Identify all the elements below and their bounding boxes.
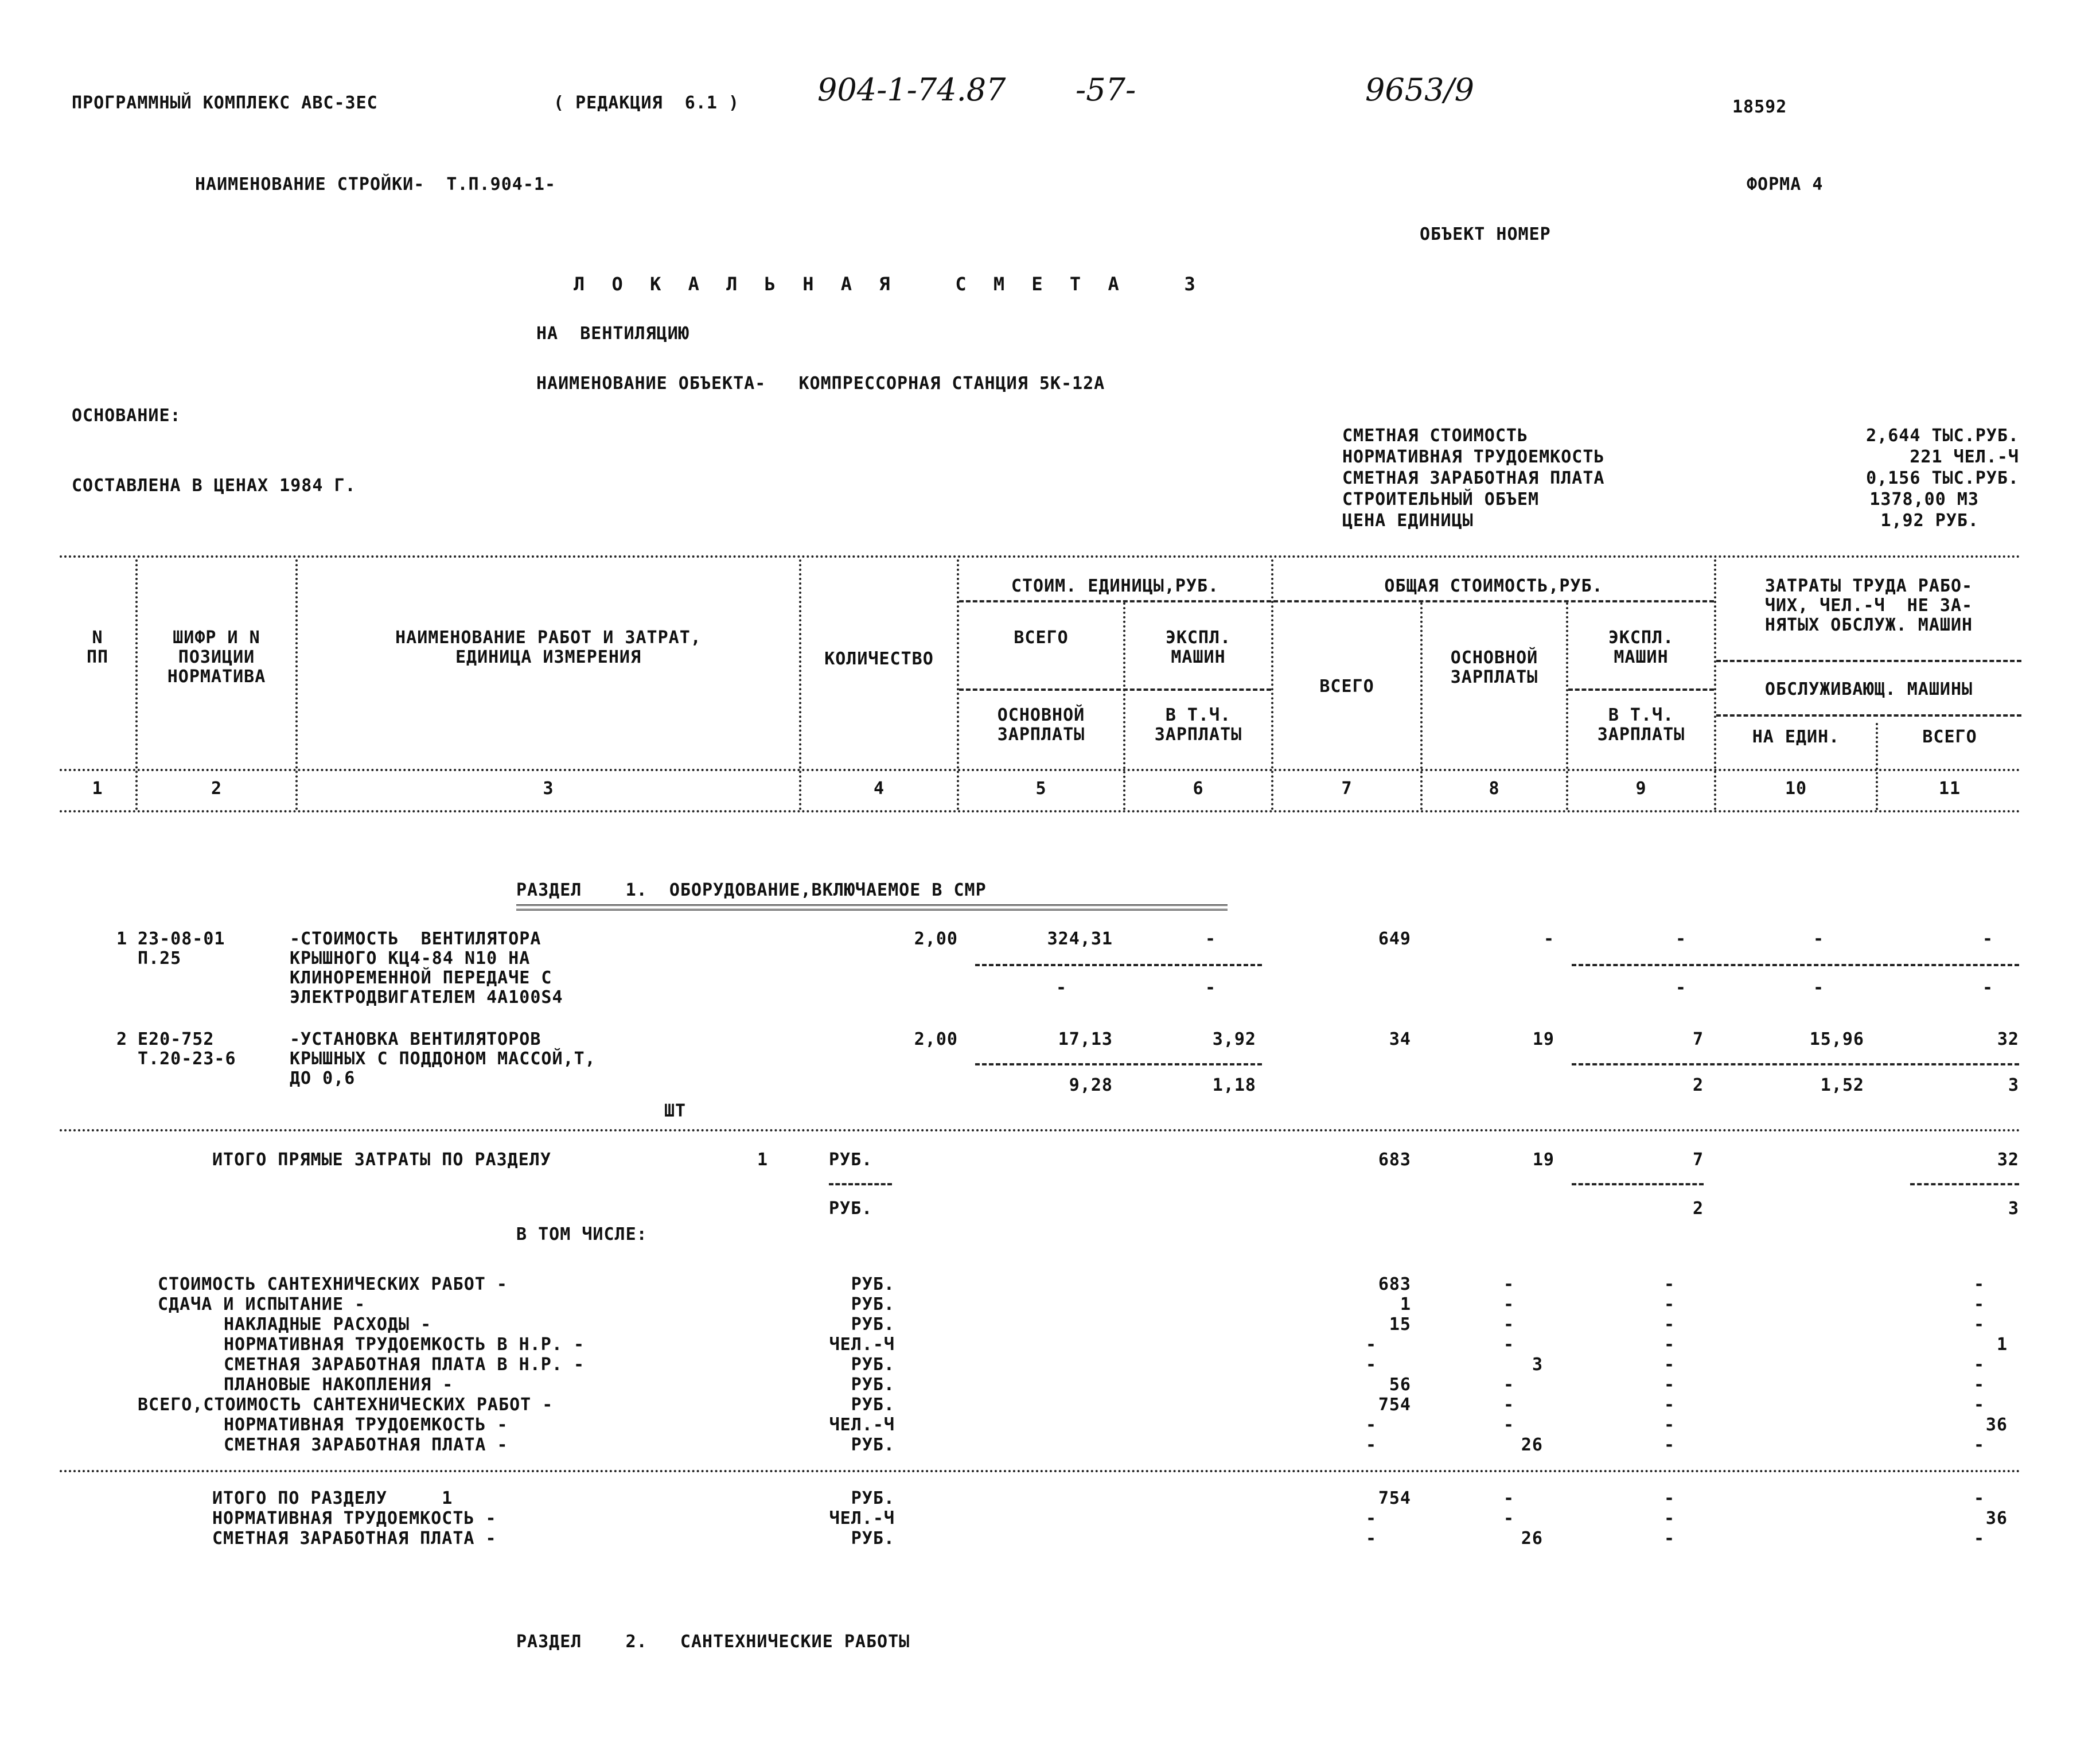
row-number: 1	[116, 929, 127, 949]
breakdown-machines: -	[1663, 1314, 1675, 1335]
row-unit-machine-wage: -	[1205, 978, 1216, 998]
section-total-machines: -	[1663, 1488, 1675, 1508]
direct-costs-machine-wage: 2	[1692, 1199, 1704, 1219]
breakdown-wage: -	[1503, 1314, 1514, 1335]
summary-label: СМЕТНАЯ СТОИМОСТЬ	[1342, 426, 1529, 446]
breakdown-machines: -	[1663, 1375, 1675, 1395]
row-labor-unit-machines: -	[1813, 978, 1824, 998]
col-number: 6	[1193, 779, 1204, 799]
col-header-quantity: КОЛИЧЕСТВО	[824, 649, 934, 669]
section-total-label: СМЕТНАЯ ЗАРАБОТНАЯ ПЛАТА -	[212, 1528, 497, 1549]
col-header-11: ВСЕГО	[1922, 727, 1977, 747]
row-total-machine-wage: -	[1675, 978, 1686, 998]
header-subrule	[1273, 600, 1714, 602]
row-unit-total: 17,13	[1058, 1029, 1113, 1049]
header-subrule	[1716, 714, 2021, 717]
breakdown-machines: -	[1663, 1415, 1675, 1435]
breakdown-unit: РУБ.	[851, 1355, 895, 1375]
row-unit-wage: -	[1055, 978, 1067, 998]
row-subrule	[1572, 964, 2019, 966]
program-name: ПРОГРАММНЫЙ КОМПЛЕКС АВС-3ЕС	[72, 93, 378, 113]
document-title: Л О К А Л Ь Н А Я С М Е Т А 3	[574, 273, 1203, 295]
row-total-machines: 7	[1692, 1029, 1704, 1049]
section-rule	[60, 1129, 2021, 1131]
section-total-unit: РУБ.	[851, 1528, 895, 1549]
edition: ( РЕДАКЦИЯ 6.1 )	[554, 93, 740, 113]
row-unit-machines: 3,92	[1212, 1029, 1256, 1049]
breakdown-unit: РУБ.	[851, 1314, 895, 1335]
form-label: ФОРМА 4	[1747, 174, 1824, 195]
col-header-name: НАИМЕНОВАНИЕ РАБОТ И ЗАТРАТ, ЕДИНИЦА ИЗМЕРЕНИЯ	[395, 628, 702, 667]
including-label: В ТОМ ЧИСЛЕ:	[516, 1224, 648, 1244]
section-total-value: -	[1365, 1508, 1377, 1528]
handwritten-number: 9653/9	[1365, 72, 1474, 108]
breakdown-machines: -	[1663, 1355, 1675, 1375]
breakdown-label: СТОИМОСТЬ САНТЕХНИЧЕСКИХ РАБОТ -	[158, 1274, 508, 1294]
row-labor-total-machines: -	[1982, 978, 1993, 998]
col-number: 10	[1785, 779, 1807, 799]
row-subrule	[975, 1063, 1262, 1065]
row-labor-total-machines: 3	[2008, 1075, 2019, 1095]
row-total-wage: -	[1543, 929, 1554, 949]
breakdown-machines: -	[1663, 1294, 1675, 1314]
breakdown-label: ВСЕГО,СТОИМОСТЬ САНТЕХНИЧЕСКИХ РАБОТ -	[138, 1395, 554, 1415]
numbers-bottom-rule	[60, 810, 2021, 812]
col-number: 1	[92, 779, 103, 799]
row-unit-wage: 9,28	[1069, 1075, 1113, 1095]
breakdown-label: СДАЧА И ИСПЫТАНИЕ -	[158, 1294, 366, 1314]
direct-costs-section-num: 1	[757, 1150, 769, 1170]
breakdown-total: -	[1365, 1355, 1377, 1375]
col-number: 4	[873, 779, 885, 799]
direct-costs-labor: 32	[1997, 1150, 2019, 1170]
row-code: 23-08-01 П.25	[138, 929, 225, 968]
breakdown-unit: ЧЕЛ.-Ч	[829, 1335, 895, 1355]
row-labor-unit-machines: 1,52	[1820, 1075, 1864, 1095]
breakdown-total: -	[1365, 1335, 1377, 1355]
prices-basis: СОСТАВЛЕНА В ЦЕНАХ 1984 Г.	[72, 476, 356, 496]
table-top-rule	[60, 555, 2021, 558]
section-total-label: ИТОГО ПО РАЗДЕЛУ 1	[212, 1488, 453, 1508]
summary-value: 2,644 ТЫС.РУБ.	[1866, 426, 2019, 446]
construction-label: НАИМЕНОВАНИЕ СТРОЙКИ- Т.П.904-1-	[195, 174, 556, 195]
breakdown-labor: 36	[1985, 1415, 2008, 1435]
summary-label: СТРОИТЕЛЬНЫЙ ОБЪЕМ	[1342, 489, 1540, 509]
breakdown-unit: РУБ.	[851, 1395, 895, 1415]
breakdown-machines: -	[1663, 1395, 1675, 1415]
breakdown-wage: -	[1503, 1294, 1514, 1314]
breakdown-label: НАКЛАДНЫЕ РАСХОДЫ -	[224, 1314, 432, 1335]
breakdown-total: 754	[1378, 1395, 1411, 1415]
col-header-9b: В Т.Ч. ЗАРПЛАТЫ	[1597, 705, 1685, 745]
header-subrule	[1716, 660, 2021, 662]
section-total-machines: -	[1663, 1528, 1675, 1549]
row-name: -УСТАНОВКА ВЕНТИЛЯТОРОВ КРЫШНЫХ С ПОДДОНОМ МАССОЙ,Т, ДО 0,6	[290, 1029, 596, 1088]
document-subtitle: НА ВЕНТИЛЯЦИЮ	[536, 324, 689, 344]
col-header-code: ШИФР И N ПОЗИЦИИ НОРМАТИВА	[167, 628, 266, 687]
breakdown-label: СМЕТНАЯ ЗАРАБОТНАЯ ПЛАТА -	[224, 1435, 508, 1455]
handwritten-code: 904-1-74.87	[817, 72, 1006, 108]
row-quantity: 2,00	[914, 929, 958, 949]
direct-costs-total: 683	[1378, 1150, 1411, 1170]
row-unit-machine-wage: 1,18	[1212, 1075, 1256, 1095]
col-divider	[799, 559, 801, 810]
row-unit-machines: -	[1205, 929, 1216, 949]
breakdown-machines: -	[1663, 1435, 1675, 1455]
breakdown-unit: ЧЕЛ.-Ч	[829, 1415, 895, 1435]
breakdown-total: 1	[1400, 1294, 1411, 1314]
breakdown-labor: -	[1973, 1294, 1985, 1314]
section-2-title: РАЗДЕЛ 2. САНТЕХНИЧЕСКИЕ РАБОТЫ	[516, 1632, 910, 1652]
col-number: 2	[211, 779, 223, 799]
summary-label: СМЕТНАЯ ЗАРАБОТНАЯ ПЛАТА	[1342, 468, 1605, 488]
row-subrule	[1572, 1063, 2019, 1065]
breakdown-wage: -	[1503, 1274, 1514, 1294]
breakdown-unit: РУБ.	[851, 1274, 895, 1294]
breakdown-wage: -	[1503, 1335, 1514, 1355]
breakdown-label: ПЛАНОВЫЕ НАКОПЛЕНИЯ -	[224, 1375, 454, 1395]
row-total: 649	[1378, 929, 1411, 949]
breakdown-wage: -	[1503, 1395, 1514, 1415]
basis-label: ОСНОВАНИЕ:	[72, 406, 181, 426]
breakdown-labor: -	[1973, 1375, 1985, 1395]
direct-costs-unit-2: РУБ.	[829, 1199, 873, 1219]
breakdown-labor: -	[1973, 1355, 1985, 1375]
breakdown-label: СМЕТНАЯ ЗАРАБОТНАЯ ПЛАТА В Н.Р. -	[224, 1355, 585, 1375]
summary-value: 1,92 РУБ.	[1880, 511, 1979, 531]
section-1-underline	[516, 904, 1228, 911]
breakdown-unit: РУБ.	[851, 1375, 895, 1395]
col-number: 3	[543, 779, 554, 799]
breakdown-machines: -	[1663, 1335, 1675, 1355]
row-unit: ШТ	[664, 1101, 687, 1121]
breakdown-total: -	[1365, 1435, 1377, 1455]
section-total-wage: 26	[1521, 1528, 1543, 1549]
section-total-machines: -	[1663, 1508, 1675, 1528]
section-total-value: -	[1365, 1528, 1377, 1549]
breakdown-label: НОРМАТИВНАЯ ТРУДОЕМКОСТЬ В Н.Р. -	[224, 1335, 585, 1355]
direct-costs-machines: 7	[1692, 1150, 1704, 1170]
breakdown-total: -	[1365, 1415, 1377, 1435]
breakdown-wage: 26	[1521, 1435, 1543, 1455]
col-header-total-cost: ОБЩАЯ СТОИМОСТЬ,РУБ.	[1384, 576, 1603, 596]
col-number: 8	[1489, 779, 1500, 799]
row-labor-unit: -	[1813, 929, 1824, 949]
row-total: 34	[1389, 1029, 1411, 1049]
row-number: 2	[116, 1029, 127, 1049]
breakdown-labor: -	[1973, 1314, 1985, 1335]
section-total-unit: РУБ.	[851, 1488, 895, 1508]
header-bottom-rule	[60, 769, 2021, 771]
direct-costs-subrule	[829, 1183, 892, 1185]
breakdown-unit: РУБ.	[851, 1294, 895, 1314]
section-total-label: НОРМАТИВНАЯ ТРУДОЕМКОСТЬ -	[212, 1508, 497, 1528]
col-header-6b: В Т.Ч. ЗАРПЛАТЫ	[1154, 705, 1242, 745]
summary-value: 1378,00 М3	[1869, 489, 1979, 509]
doc-number: 18592	[1732, 97, 1787, 117]
direct-costs-subrule	[1910, 1183, 2019, 1185]
col-header-6a: ЭКСПЛ. МАШИН	[1165, 628, 1232, 667]
col-header-labor: ЗАТРАТЫ ТРУДА РАБО- ЧИХ, ЧЕЛ.-Ч НЕ ЗА- НЯТЫХ ОБСЛУЖ. МАШИН	[1764, 576, 1973, 635]
breakdown-unit: РУБ.	[851, 1435, 895, 1455]
col-header-5a: ВСЕГО	[1014, 628, 1069, 648]
row-unit-total: 324,31	[1047, 929, 1113, 949]
section-totals-rule	[60, 1470, 2021, 1472]
section-total-wage: -	[1503, 1508, 1514, 1528]
breakdown-labor: -	[1973, 1395, 1985, 1415]
section-total-labor: -	[1973, 1528, 1985, 1549]
header-subrule	[959, 600, 1271, 602]
section-total-value: 754	[1378, 1488, 1411, 1508]
row-labor-total: -	[1982, 929, 1993, 949]
col-number: 5	[1035, 779, 1047, 799]
header-subrule	[959, 689, 1271, 691]
breakdown-label: НОРМАТИВНАЯ ТРУДОЕМКОСТЬ -	[224, 1415, 508, 1435]
direct-costs-subrule	[1572, 1183, 1704, 1185]
breakdown-labor: -	[1973, 1274, 1985, 1294]
col-header-9a: ЭКСПЛ. МАШИН	[1608, 628, 1674, 667]
section-total-labor: 36	[1985, 1508, 2008, 1528]
col-header-labor-machines: ОБСЛУЖИВАЮЩ. МАШИНЫ	[1764, 679, 1973, 699]
col-number: 11	[1938, 779, 1961, 799]
breakdown-wage: -	[1503, 1375, 1514, 1395]
col-divider	[295, 559, 298, 810]
col-divider	[957, 559, 959, 810]
row-total-wage: 19	[1532, 1029, 1554, 1049]
object-name: НАИМЕНОВАНИЕ ОБЪЕКТА- КОМПРЕССОРНАЯ СТАНЦИЯ 5К-12А	[536, 374, 1105, 394]
col-header-7: ВСЕГО	[1319, 676, 1374, 697]
row-code: Е20-752 Т.20-23-6	[138, 1029, 236, 1069]
breakdown-machines: -	[1663, 1274, 1675, 1294]
breakdown-labor: -	[1973, 1435, 1985, 1455]
col-number: 7	[1341, 779, 1353, 799]
page-number: -57-	[1076, 72, 1136, 108]
row-quantity: 2,00	[914, 1029, 958, 1049]
col-header-8: ОСНОВНОЙ ЗАРПЛАТЫ	[1450, 648, 1538, 687]
row-total-machines: -	[1675, 929, 1686, 949]
breakdown-total: 56	[1389, 1375, 1411, 1395]
summary-value: 0,156 ТЫС.РУБ.	[1866, 468, 2019, 488]
direct-costs-label: ИТОГО ПРЯМЫЕ ЗАТРАТЫ ПО РАЗДЕЛУ	[212, 1150, 551, 1170]
breakdown-wage: 3	[1532, 1355, 1543, 1375]
direct-costs-wage: 19	[1532, 1150, 1554, 1170]
summary-value: 221 ЧЕЛ.-Ч	[1910, 447, 2019, 467]
object-number: ОБЪЕКТ НОМЕР	[1420, 224, 1551, 244]
breakdown-total: 683	[1378, 1274, 1411, 1294]
col-header-10: НА ЕДИН.	[1752, 727, 1840, 747]
direct-costs-unit: РУБ.	[829, 1150, 873, 1170]
section-1-title: РАЗДЕЛ 1. ОБОРУДОВАНИЕ,ВКЛЮЧАЕМОЕ В СМР	[516, 880, 987, 900]
row-name: -СТОИМОСТЬ ВЕНТИЛЯТОРА КРЫШНОГО КЦ4-84 N10 НА КЛИНОРЕМЕННОЙ ПЕРЕДАЧЕ С ЭЛЕКТРОДВИГАТЕЛЕМ 4А100S4	[290, 929, 563, 1008]
row-labor-unit: 15,96	[1809, 1029, 1864, 1049]
summary-label: ЦЕНА ЕДИНИЦЫ	[1342, 511, 1474, 531]
col-number: 9	[1635, 779, 1647, 799]
section-total-wage: -	[1503, 1488, 1514, 1508]
summary-label: НОРМАТИВНАЯ ТРУДОЕМКОСТЬ	[1342, 447, 1605, 467]
row-labor-total: 32	[1997, 1029, 2019, 1049]
breakdown-total: 15	[1389, 1314, 1411, 1335]
breakdown-labor: 1	[1996, 1335, 2008, 1355]
direct-costs-labor-machines: 3	[2008, 1199, 2019, 1219]
row-total-machine-wage: 2	[1692, 1075, 1704, 1095]
breakdown-wage: -	[1503, 1415, 1514, 1435]
col-header-n: N ПП	[86, 628, 109, 667]
section-total-labor: -	[1973, 1488, 1985, 1508]
header-subrule	[1568, 689, 1714, 691]
section-total-unit: ЧЕЛ.-Ч	[829, 1508, 895, 1528]
col-header-unit-cost: СТОИМ. ЕДИНИЦЫ,РУБ.	[1011, 576, 1220, 596]
col-header-5b: ОСНОВНОЙ ЗАРПЛАТЫ	[997, 705, 1085, 745]
row-subrule	[975, 964, 1262, 966]
